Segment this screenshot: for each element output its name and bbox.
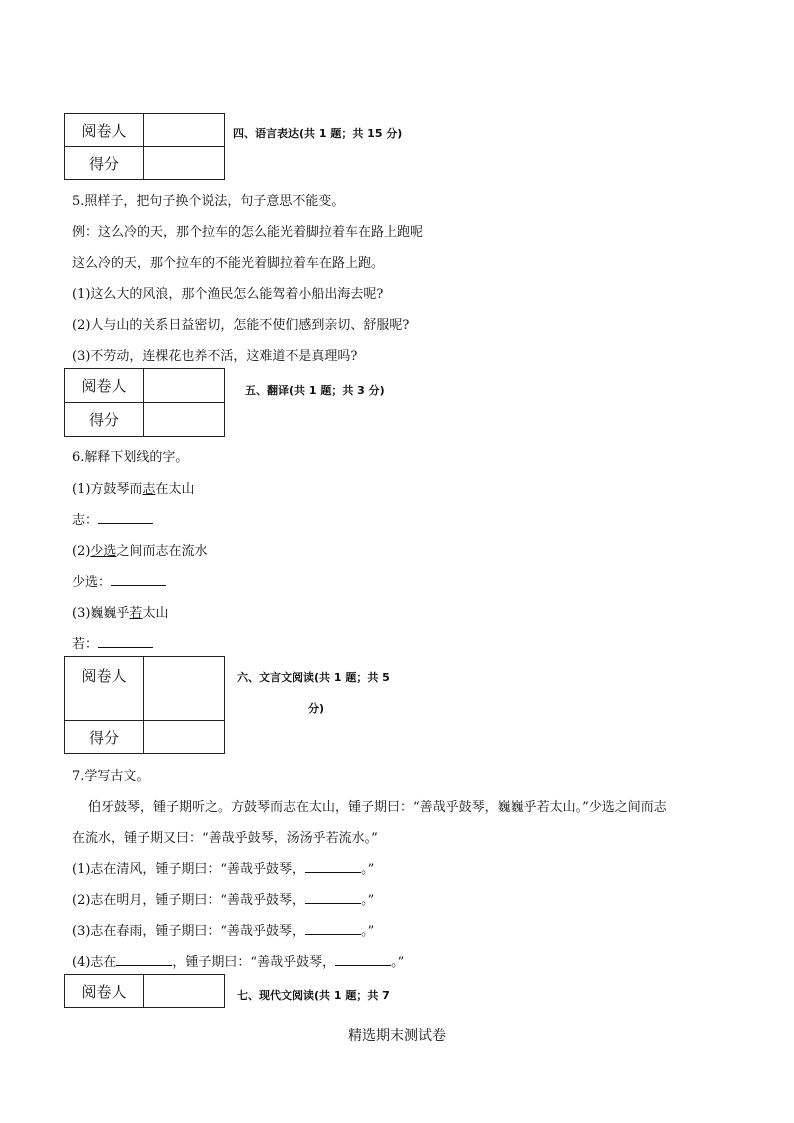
q5-item-1: (1)这么大的风浪，那个渔民怎么能驾着小船出海去呢? (72, 287, 384, 302)
reviewer-cell[interactable] (144, 657, 225, 721)
q7-item-4-mid: ，锺子期曰：“善哉乎鼓琴， (172, 955, 336, 970)
q6-answer-3-blank[interactable] (98, 635, 153, 648)
q6-prompt: 6.解释下划线的字。 (72, 450, 189, 465)
grader-table-4 (64, 113, 225, 180)
section-5-title: 五、翻译(共 1 题；共 3 分) (245, 384, 385, 397)
q6-item-1-underlined: 志 (142, 482, 156, 497)
q5-item-2: (2)人与山的关系日益密切，怎能不使们感到亲切、舒服呢? (72, 318, 410, 333)
reviewer-label: 阅卷人 (65, 975, 144, 1008)
grader-table-7 (64, 974, 225, 1008)
q7-item-4-blank-2[interactable] (335, 953, 391, 966)
q6-item-3-underlined: 若 (129, 606, 143, 621)
q7-item-4-pre: (4)志在 (72, 955, 117, 970)
q6-item-2 (72, 540, 207, 559)
q6-answer-1-blank[interactable] (98, 511, 153, 524)
section-6-title-line1: 六、文言文阅读(共 1 题；共 5 (237, 671, 390, 684)
q5-example: 例：这么冷的天，那个拉车的怎么能光着脚拉着车在路上跑呢 (72, 225, 424, 240)
q6-item-2-underlined: 少选 (90, 544, 117, 559)
q6-item-1-post: 在太山 (155, 482, 195, 497)
section-7-title: 七、现代文阅读(共 1 题；共 7 (237, 989, 390, 1002)
q6-item-3-post: 太山 (142, 606, 169, 621)
reviewer-label: 阅卷人 (65, 657, 144, 721)
q6-item-1-pre: (1)方鼓琴而 (72, 482, 143, 497)
q7-item-4-end: 。” (391, 955, 405, 970)
score-cell[interactable] (144, 147, 225, 180)
q7-item-1-end: 。” (361, 862, 375, 877)
q7-item-2-blank[interactable] (305, 891, 361, 904)
q6-answer-3-label: 若： (72, 637, 99, 652)
q7-item-1 (72, 858, 374, 877)
score-label: 得分 (65, 147, 144, 180)
q7-prompt: 7.学写古文。 (72, 769, 150, 784)
q5-prompt: 5.照样子，把句子换个说法，句子意思不能变。 (72, 194, 345, 209)
score-label: 得分 (65, 721, 144, 754)
section-6-title-line2: 分) (308, 702, 325, 715)
q6-answer-1 (72, 509, 153, 528)
q7-item-2-end: 。” (361, 893, 375, 908)
score-cell[interactable] (144, 721, 225, 754)
q6-answer-1-label: 志： (72, 513, 99, 528)
reviewer-cell[interactable] (144, 114, 225, 147)
q7-item-4-blank-1[interactable] (116, 953, 172, 966)
reviewer-label: 阅卷人 (65, 369, 144, 403)
q6-answer-2-blank[interactable] (111, 573, 166, 586)
page-footer: 精选期末测试卷 (348, 1028, 446, 1044)
q7-item-3-end: 。” (361, 924, 375, 939)
grader-table-6 (64, 656, 225, 754)
q6-item-1 (72, 478, 194, 497)
reviewer-label: 阅卷人 (65, 114, 144, 147)
reviewer-cell[interactable] (144, 369, 225, 403)
q5-example-answer: 这么冷的天，那个拉车的不能光着脚拉着车在路上跑。 (72, 256, 385, 271)
q6-answer-3 (72, 633, 153, 652)
q7-item-3-blank[interactable] (305, 922, 361, 935)
section-4-title: 四、语言表达(共 1 题；共 15 分) (233, 127, 403, 140)
q7-item-1-text: (1)志在清风，锺子期曰：“善哉乎鼓琴， (72, 862, 306, 877)
q7-item-1-blank[interactable] (305, 860, 361, 873)
grader-table-5 (64, 368, 225, 437)
q7-item-3 (72, 920, 374, 939)
q7-item-2-text: (2)志在明月，锺子期曰：“善哉乎鼓琴， (72, 893, 306, 908)
score-cell[interactable] (144, 403, 225, 437)
q7-item-3-text: (3)志在春雨，锺子期曰：“善哉乎鼓琴， (72, 924, 306, 939)
reviewer-cell[interactable] (144, 975, 225, 1008)
q7-item-2 (72, 889, 374, 908)
q5-item-3: (3)不劳动，连棵花也养不活，这难道不是真理吗? (72, 349, 358, 364)
score-label: 得分 (65, 403, 144, 437)
q7-item-4 (72, 951, 404, 970)
q6-item-2-post: 之间而志在流水 (116, 544, 208, 559)
q7-passage-line2: 在流水，锺子期又曰：“善哉乎鼓琴，汤汤乎若流水。” (72, 831, 378, 846)
q6-answer-2 (72, 571, 166, 590)
q6-item-3 (72, 602, 168, 621)
q7-passage-line1: 伯牙鼓琴，锺子期听之。方鼓琴而志在太山，锺子期曰：“善哉乎鼓琴，巍巍乎若太山。”少选之间而志 (88, 800, 667, 815)
q6-item-2-pre: (2) (72, 544, 91, 559)
q6-item-3-pre: (3)巍巍乎 (72, 606, 130, 621)
q6-answer-2-label: 少选： (72, 575, 112, 590)
